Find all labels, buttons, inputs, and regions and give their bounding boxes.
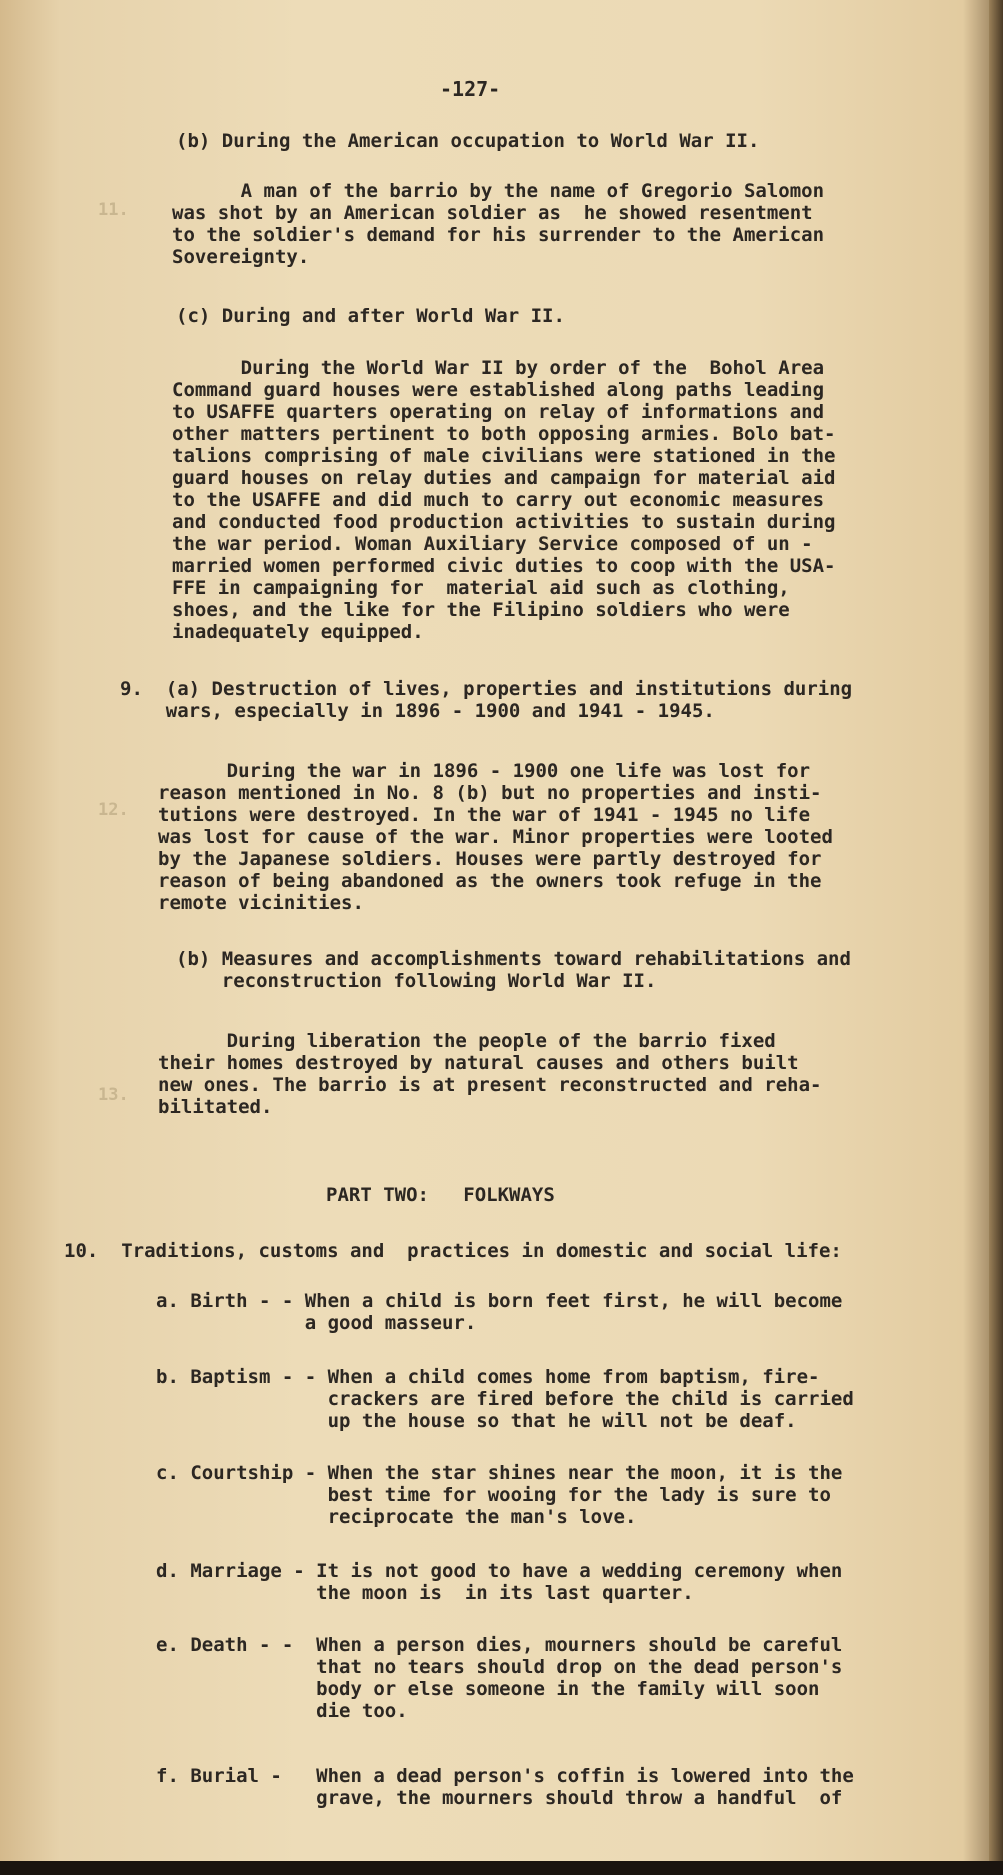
folkway-item: b. Baptism - - When a child comes home from baptism, fire- [156, 1366, 820, 1388]
folkway-item: crackers are fired before the child is carried [156, 1388, 854, 1410]
folkway-item: reciprocate the man's love. [156, 1506, 637, 1528]
section-heading: 9. (a) Destruction of lives, properties and institutions during [120, 678, 853, 700]
body-line: guard houses on relay duties and campaign for material aid [172, 467, 836, 489]
body-line: to the USAFFE and did much to carry out economic measures [172, 489, 825, 511]
body-line: Sovereignty. [172, 246, 310, 268]
section-heading: (b) Measures and accomplishments toward rehabilitations and [176, 948, 851, 970]
bleed-through-mark: 11. [98, 200, 129, 220]
body-line: to the soldier's demand for his surrender to the American [172, 224, 825, 246]
folkway-item: f. Burial - When a dead person's coffin is lowered into the [156, 1765, 854, 1787]
body-line: During liberation the people of the barrio fixed [158, 1030, 776, 1052]
section-heading: (c) During and after World War II. [176, 305, 565, 327]
bleed-through-mark: 12. [98, 800, 129, 820]
page-bottom-edge [0, 1861, 1003, 1875]
body-line: was shot by an American soldier as he showed resentment [172, 202, 813, 224]
binding-edge [989, 0, 1003, 1875]
body-line: to USAFFE quarters operating on relay of informations and [172, 401, 825, 423]
body-line: their homes destroyed by natural causes and others built [158, 1052, 799, 1074]
body-line: tutions were destroyed. In the war of 1941 - 1945 no life [158, 804, 811, 826]
body-line: bilitated. [158, 1096, 273, 1118]
body-line: new ones. The barrio is at present reconstructed and reha- [158, 1074, 822, 1096]
body-line: A man of the barrio by the name of Gregorio Salomon [172, 180, 825, 202]
body-line: shoes, and the like for the Filipino soldiers who were [172, 599, 790, 621]
folkway-item: body or else someone in the family will soon [156, 1678, 820, 1700]
folkway-item: grave, the mourners should throw a handful of [156, 1787, 843, 1809]
body-line: remote vicinities. [158, 892, 364, 914]
folkway-item: best time for wooing for the lady is sure to [156, 1484, 831, 1506]
body-line: FFE in campaigning for material aid such as clothing, [172, 577, 790, 599]
folkway-item: d. Marriage - It is not good to have a wedding ceremony when [156, 1560, 843, 1582]
body-line: the war period. Woman Auxiliary Service composed of un - [172, 533, 813, 555]
section-heading: 10. Traditions, customs and practices in domestic and social life: [64, 1240, 842, 1262]
body-line: inadequately equipped. [172, 621, 424, 643]
body-line: was lost for cause of the war. Minor properties were looted [158, 826, 833, 848]
folkway-item: a. Birth - - When a child is born feet first, he will become [156, 1290, 843, 1312]
section-heading: (b) During the American occupation to World War II. [176, 130, 760, 152]
folkway-item: e. Death - - When a person dies, mourners should be careful [156, 1634, 843, 1656]
folkway-item: c. Courtship - When the star shines near the moon, it is the [156, 1462, 843, 1484]
body-line: reason of being abandoned as the owners took refuge in the [158, 870, 822, 892]
body-line: by the Japanese soldiers. Houses were partly destroyed for [158, 848, 822, 870]
folkway-item: die too. [156, 1700, 408, 1722]
body-line: reason mentioned in No. 8 (b) but no properties and insti- [158, 782, 822, 804]
folkway-item: up the house so that he will not be deaf. [156, 1410, 797, 1432]
page-number: -127- [440, 77, 501, 101]
section-heading: wars, especially in 1896 - 1900 and 1941 - 1945. [120, 700, 715, 722]
part-heading: PART TWO: FOLKWAYS [326, 1184, 555, 1206]
section-heading: reconstruction following World War II. [176, 970, 657, 992]
body-line: and conducted food production activities to sustain during [172, 511, 836, 533]
body-line: other matters pertinent to both opposing armies. Bolo bat- [172, 423, 836, 445]
folkway-item: that no tears should drop on the dead person's [156, 1656, 843, 1678]
bleed-through-mark: 13. [98, 1085, 129, 1105]
body-line: talions comprising of male civilians were stationed in the [172, 445, 836, 467]
body-line: During the war in 1896 - 1900 one life was lost for [158, 760, 811, 782]
folkway-item: a good masseur. [156, 1312, 477, 1334]
body-line: married women performed civic duties to coop with the USA- [172, 555, 836, 577]
body-line: During the World War II by order of the Bohol Area [172, 357, 825, 379]
body-line: Command guard houses were established along paths leading [172, 379, 825, 401]
folkway-item: the moon is in its last quarter. [156, 1582, 694, 1604]
